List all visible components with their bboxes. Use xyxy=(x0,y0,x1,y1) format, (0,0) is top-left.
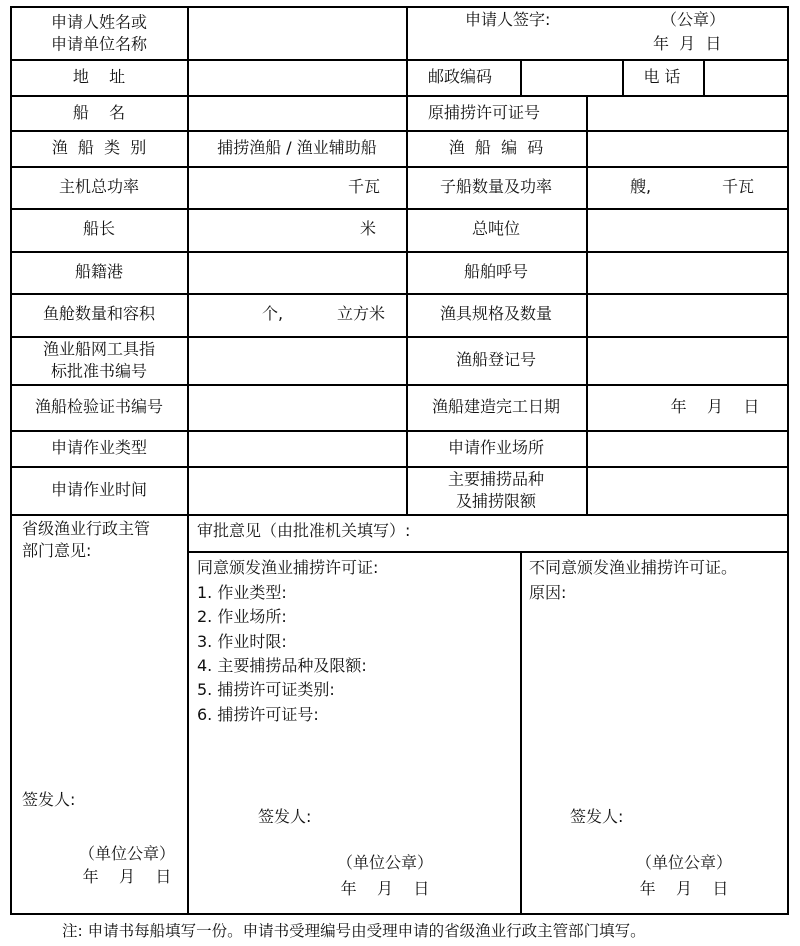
tonnage-label: 总吨位 xyxy=(471,219,521,239)
sub-boats-kw-unit: 千瓦 xyxy=(722,177,755,197)
signature-date: 年 月 日 xyxy=(340,879,430,898)
engine-power-label: 主机总功率 xyxy=(58,177,140,197)
applicant-name-label: 申请人姓名或 申请单位名称 xyxy=(50,12,148,53)
disagree-label: 不同意颁发渔业捕捞许可证。 xyxy=(529,558,738,577)
build-date-label: 渔船建造完工日期 xyxy=(431,397,561,417)
signer-label: 签发人: xyxy=(258,807,312,826)
reg-no-label: 渔船登记号 xyxy=(455,350,537,370)
footnote: 注: 申请书每船填写一份。申请书受理编号由受理申请的省级渔业行政主管部门填写。 xyxy=(62,922,646,940)
sub-boats-ship-unit: 艘, xyxy=(630,177,652,197)
species-label: 主要捕捞品种 及捕捞限额 xyxy=(447,469,545,510)
ship-type-label: 渔 船 类 别 xyxy=(51,138,147,158)
ship-no-label: 渔 船 编 码 xyxy=(448,138,544,158)
quota-doc-label: 渔业船网工具指 标批准书编号 xyxy=(42,339,156,380)
ship-name-label: 船 名 xyxy=(72,103,126,123)
ship-type-value: 捕捞渔船 / 渔业辅助船 xyxy=(217,138,377,158)
application-form xyxy=(10,6,789,914)
meter-unit: 米 xyxy=(360,219,377,239)
unit-seal-label: （单位公章） xyxy=(635,853,733,872)
port-label: 船籍港 xyxy=(74,262,124,282)
sub-boats-label: 子船数量及功率 xyxy=(439,177,553,197)
phone-label: 电 话 xyxy=(643,67,681,87)
gear-label: 渔具规格及数量 xyxy=(439,304,553,324)
hold-volume-unit: 立方米 xyxy=(337,304,386,324)
inspect-no-label: 渔船检验证书编号 xyxy=(34,397,164,417)
agree-item: 5. 捕捞许可证类别: xyxy=(197,680,335,699)
agree-label: 同意颁发渔业捕捞许可证: xyxy=(197,558,379,577)
agree-item: 2. 作业场所: xyxy=(197,607,287,626)
reason-label: 原因: xyxy=(529,583,567,602)
unit-seal-label: （单位公章） xyxy=(336,853,434,872)
signature-date: 年 月 日 xyxy=(82,867,172,886)
length-label: 船长 xyxy=(82,219,116,239)
signer-label: 签发人: xyxy=(22,790,76,809)
kw-unit: 千瓦 xyxy=(348,177,381,197)
orig-license-label: 原捕捞许可证号 xyxy=(428,103,541,123)
build-date-value: 年 月 日 xyxy=(670,397,760,417)
agree-item: 3. 作业时限: xyxy=(197,632,287,651)
applicant-sign-label: 申请人签字: xyxy=(465,10,551,30)
address-label: 地 址 xyxy=(72,67,126,87)
agree-item: 6. 捕捞许可证号: xyxy=(197,705,319,724)
agree-item: 4. 主要捕捞品种及限额: xyxy=(197,656,367,675)
hold-count-unit: 个, xyxy=(262,304,284,324)
signature-date: 年 月 日 xyxy=(639,879,729,898)
op-place-label: 申请作业场所 xyxy=(447,438,545,458)
op-time-label: 申请作业时间 xyxy=(50,480,148,500)
approval-opinion-label: 审批意见（由批准机关填写）: xyxy=(197,521,411,540)
op-type-label: 申请作业类型 xyxy=(50,438,148,458)
hold-label: 鱼舱数量和容积 xyxy=(42,304,156,324)
province-opinion-label: 省级渔业行政主管 部门意见: xyxy=(22,519,151,560)
sign-date: 年 月 日 xyxy=(653,34,722,53)
call-sign-label: 船舶呼号 xyxy=(463,262,529,282)
postcode-label: 邮政编码 xyxy=(428,67,493,87)
agree-item: 1. 作业类型: xyxy=(197,583,287,602)
unit-seal-label: （单位公章） xyxy=(78,844,176,863)
signer-label: 签发人: xyxy=(570,807,624,826)
seal-label: （公章） xyxy=(660,10,726,29)
